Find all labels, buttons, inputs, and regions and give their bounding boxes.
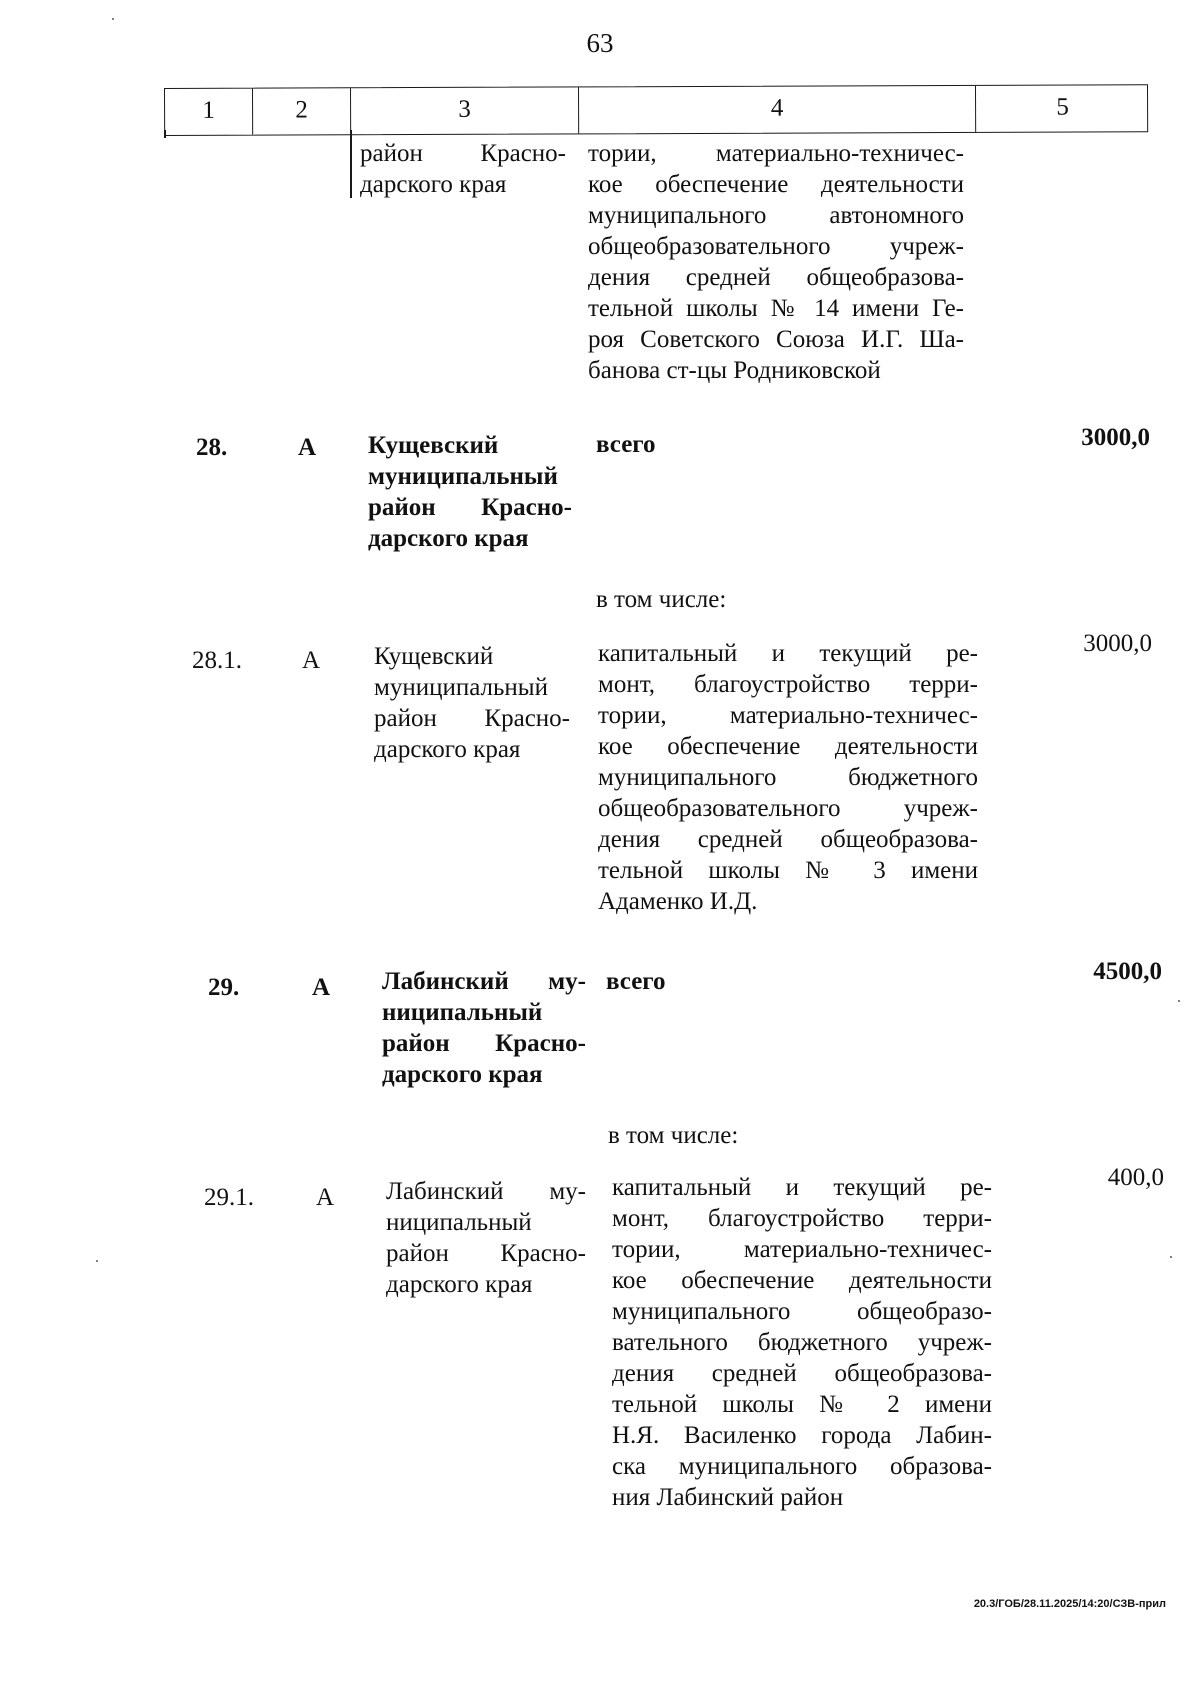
text-line: ниципальный [382, 999, 543, 1026]
continuation-district [360, 138, 566, 200]
text-line: монт, благоустройство терри- [598, 671, 978, 698]
header-col-2: 2 [253, 88, 351, 134]
text-line: монт, благоустройство терри- [612, 1205, 992, 1232]
text-line: район Красно- [382, 1030, 586, 1057]
continuation-description [588, 138, 964, 386]
text-line: муниципальный [374, 674, 548, 701]
page-number: 63 [586, 28, 614, 58]
text-line: Лабинский му- [386, 1178, 586, 1205]
header-col-3: 3 [351, 87, 579, 134]
text-line: дарского края [374, 736, 521, 763]
text-line: капитальный и текущий ре- [598, 640, 978, 667]
header-col-1: 1 [165, 89, 253, 135]
scan-speck [1170, 1256, 1172, 1258]
text-line: общеобразовательного учреж- [588, 233, 964, 260]
text-line: Кущевский [374, 643, 494, 670]
row-number: 29. [208, 974, 240, 1001]
text-line: тельной школы № 2 имени [612, 1391, 992, 1418]
row-category: А [316, 1184, 335, 1211]
row-district [374, 641, 570, 765]
text-line: район Красно- [374, 705, 570, 732]
text-line: дарского края [382, 1061, 543, 1088]
header-col-5: 5 [1056, 93, 1069, 121]
text-line: капитальный и текущий ре- [612, 1174, 992, 1201]
row-amount: 3000,0 [1083, 630, 1152, 657]
text-line: банова ст-цы Родниковской [588, 357, 881, 384]
header-col-4: 4 [579, 86, 976, 134]
text-line: ниципальный [386, 1209, 532, 1236]
row-description [612, 1172, 992, 1513]
text-line: кое обеспечение деятельности [598, 733, 978, 760]
row-amount: 3000,0 [1081, 424, 1150, 451]
text-line: кое обеспечение деятельности [588, 171, 964, 198]
text-line: район Красно- [360, 140, 566, 167]
text-line: кое обеспечение деятельности [612, 1267, 992, 1294]
scan-speck [112, 18, 114, 20]
text-line: муниципального общеобразо- [612, 1298, 992, 1325]
row-description: всего [606, 968, 666, 995]
text-line: Кущевский [368, 432, 499, 459]
row-description [598, 638, 978, 917]
text-line: Н.Я. Василенко города Лабин- [612, 1422, 992, 1449]
text-line: общеобразовательного учреж- [598, 795, 978, 822]
text-line: вательного бюджетного учреж- [612, 1329, 992, 1356]
row-number: 29.1. [204, 1184, 254, 1211]
table-border-stub [164, 130, 166, 138]
table-header-row [164, 84, 1148, 136]
row-category: А [312, 974, 331, 1001]
subtotal-label: в том числе: [608, 1122, 739, 1149]
text-line: дения средней общеобразова- [588, 264, 964, 291]
text-line: Лабинский му- [382, 968, 586, 995]
table-column-divider [350, 130, 352, 198]
text-line: Адаменко И.Д. [598, 888, 758, 915]
row-district [386, 1176, 586, 1300]
text-line: тельной школы № 3 имени [598, 857, 978, 884]
text-line: район Красно- [386, 1240, 586, 1267]
row-category: А [298, 434, 317, 461]
row-amount: 4500,0 [1093, 958, 1162, 985]
row-district [368, 430, 572, 554]
row-district [382, 966, 586, 1090]
row-description: всего [596, 431, 656, 458]
text-line: дарского края [368, 525, 529, 552]
text-line: тории, материально-техничес- [598, 702, 978, 729]
text-line: тории, материально-техничес- [612, 1236, 992, 1263]
text-line: дарского края [386, 1271, 533, 1298]
text-line: муниципального автономного [588, 202, 964, 229]
row-number: 28.1. [192, 647, 242, 674]
text-line: ска муниципального образова- [612, 1453, 992, 1480]
document-footer-code: 20.3/ГОБ/28.11.2025/14:20/СЗВ-прил [973, 1598, 1166, 1610]
scan-speck [1178, 1000, 1180, 1002]
row-amount: 400,0 [1107, 1164, 1164, 1191]
text-line: район Красно- [368, 494, 572, 521]
text-line: дения средней общеобразова- [598, 826, 978, 853]
row-category: А [302, 647, 321, 674]
text-line: ния Лабинский район [612, 1484, 844, 1511]
text-line: роя Советского Союза И.Г. Ша- [588, 326, 964, 353]
text-line: тельной школы № 14 имени Ге- [588, 295, 964, 322]
scan-speck [96, 1260, 98, 1262]
text-line: муниципального бюджетного [598, 764, 978, 791]
subtotal-label: в том числе: [596, 586, 727, 613]
row-number: 28. [196, 434, 228, 461]
text-line: дарского края [360, 171, 507, 198]
text-line: тории, материально-техничес- [588, 140, 964, 167]
text-line: муниципальный [368, 463, 558, 490]
text-line: дения средней общеобразова- [612, 1360, 992, 1387]
